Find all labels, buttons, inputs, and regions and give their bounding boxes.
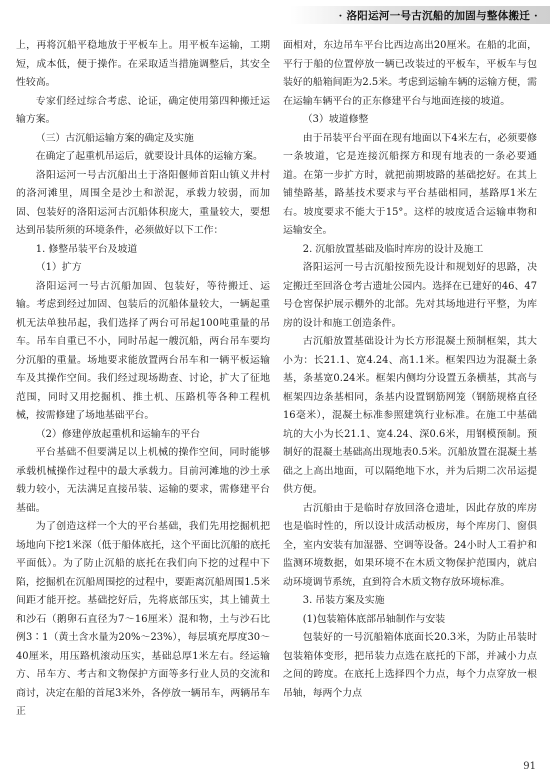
paragraph: 3. 吊装方案及实施 [302,595,385,606]
paragraph: 面相对，东边吊车平台比西边高出20厘米。在船的北面，平行于船的位置停放一辆已改装过的平板车，平板车与包装好的船箱间距为2.5米。考虑到运输车辆的运输方便，需在运输车辆平台的正东修建平台与地面连接的坡道。 [283,40,537,107]
paragraph: 洛阳运河一号古沉船加固、包装好，等待搬迁、运输。考虑到经过加固、包装后的沉船体量较大，一辆起重机无法单独吊起，我们选择了两台可吊起100吨重量的吊车。吊车自重已不小，同时吊起一艘沉船，两台吊车要均分沉船的重量。场地要求能放置两台吊车和一辆平板运输车及其操作空间。我们经过现场勘查、讨论，扩大了征地范围，同时又用挖掘机、推土机、压路机等各种工程机械，按需修建了场地基础平台。 [16,280,270,421]
paragraph: 上，再将沉船平稳地放于平板车上。用平板车运输，工期短，成本低，便于操作。在采取适当措施调整后，其安全性较高。 [16,40,270,88]
paragraph: （3）坡道修整 [302,114,369,125]
paragraph: 洛阳运河一号古沉船出土于洛阳偃师首阳山镇义井村的洛河滩里，周围全是沙土和淤泥，承载力较弱，而加固、包装好的洛阳运河古沉船体积庞大，重量较大，要想达到吊装所须的环境条件，必须做好以下工作： [16,169,270,236]
paragraph: 1. 修整吊装平台及坡道 [35,243,138,255]
header-title: · 洛阳运河一号古沉船的加固与整体搬迁 · [338,10,538,22]
paragraph: 包装好的一号沉船箱体底面长20.3米，为防止吊装时包装箱体变形，把吊装力点选在底托的下部，并减小力点之间的跨度。在底托上选择四个力点，每个力点穿放一根吊轴，每两个力点 [283,632,537,699]
running-header [0,6,550,24]
right-column [283,37,537,703]
paragraph: 平台基础不但要满足以上机械的操作空间，同时能够承载机械操作过程中的最大承载力。目前河滩地的沙土承载力较小，无法满足直接吊装、运输的要求，需修建平台基础。 [16,447,270,514]
paragraph: (1)包装箱体底部吊轴制作与安装 [302,613,446,625]
paragraph: 在确定了起重机吊运后，就要设计具体的运输方案。 [35,151,263,162]
paragraph: 由于吊装平台平面在现有地面以下4米左右，必须要修一条坡道，它是连接沉船探方和现有地表的一条必要通道。在第一步扩方时，就把前期坡路的基础挖好。在其上铺垫路基，路基技术要求与平台基础相同，基路厚1米左右。坡度要求不能大于15°。这样的坡度适合运输車物和运输安全。 [283,132,537,236]
paragraph: 古沉船放置基础设计为长方形混凝土预制框架，其大小为：长21.1、宽4.24、高1.1米。框架四边为混凝土条基，条基宽0.24米。框架内侧均分设置五条横基，其高与框架四边条基相同，条基内设置钢筋网笼（钢筋规格直径16毫米），混凝土标准参照建筑行业标准。在施工中基础坑的大小为长21.1、宽4.24、深0.6米，用钢模预制。预制好的混凝土基础高出现地表0.5米。沉船放置在混凝土基础之上高出地面，可以隔绝地下水，并为后期二次吊运提供方便。 [283,336,537,495]
left-column [16,37,270,722]
paragraph: 专家们经过综合考虑、论证，确定使用第四种搬迁运输方案。 [16,95,270,125]
paragraph: （2）修建停放起重机和运输车的平台 [35,428,201,440]
page-number: 91 [523,761,536,772]
paragraph: 洛阳运河一号古沉船按预先设计和规划好的思路，决定搬迁至回洛仓考古遗址公园内。选择在已建好的46、47号仓窖保护展示棚外的北部。先对其场地进行平整，为库房的设计和施工创造条件。 [283,262,537,329]
paragraph: （1）扩方 [35,262,82,273]
paragraph: 2. 沉船放置基础及临时库房的设计及施工 [302,243,484,255]
paragraph: 为了创造这样一个大的平台基础，我们先用挖掘机把场地向下挖1米深（低于船体底托，这个平面比沉船的底托平面低）。为了防止沉船的底托在我们向下挖的过程中下陷，挖掘机在沉船周围挖的过程中，要距离沉船周围1.5米间距才能开挖。基础挖好后，先将底部压实，其上铺黄土和沙石（鹅卵石直径为7～16厘米）混和物，土与沙石比例3∶1（黄土含水量为20%～23%），每层填充厚度30～40厘米，用压路机滚动压实，基础总厚1米左右。经运输方、吊车方、考古和文物保护方面等多行业人员的交流和商讨，决定在船的首尾3米外，各停放一辆吊车，两辆吊车正 [16,521,270,717]
paragraph: 古沉船由于是临时存放回洛仓遗址，因此存放的库房也是临时性的，所以设计成活动板房，每个库房门、窗俱全，室内安装有加湿器、空调等设备。24小时人工看护和监测环境数据，如果环境不在木质文物保护范围内，就启动环境调节系统，直到符合木质文物存放环境标准。 [283,502,537,588]
paragraph: （三）古沉船运输方案的确定及实施 [35,132,194,144]
